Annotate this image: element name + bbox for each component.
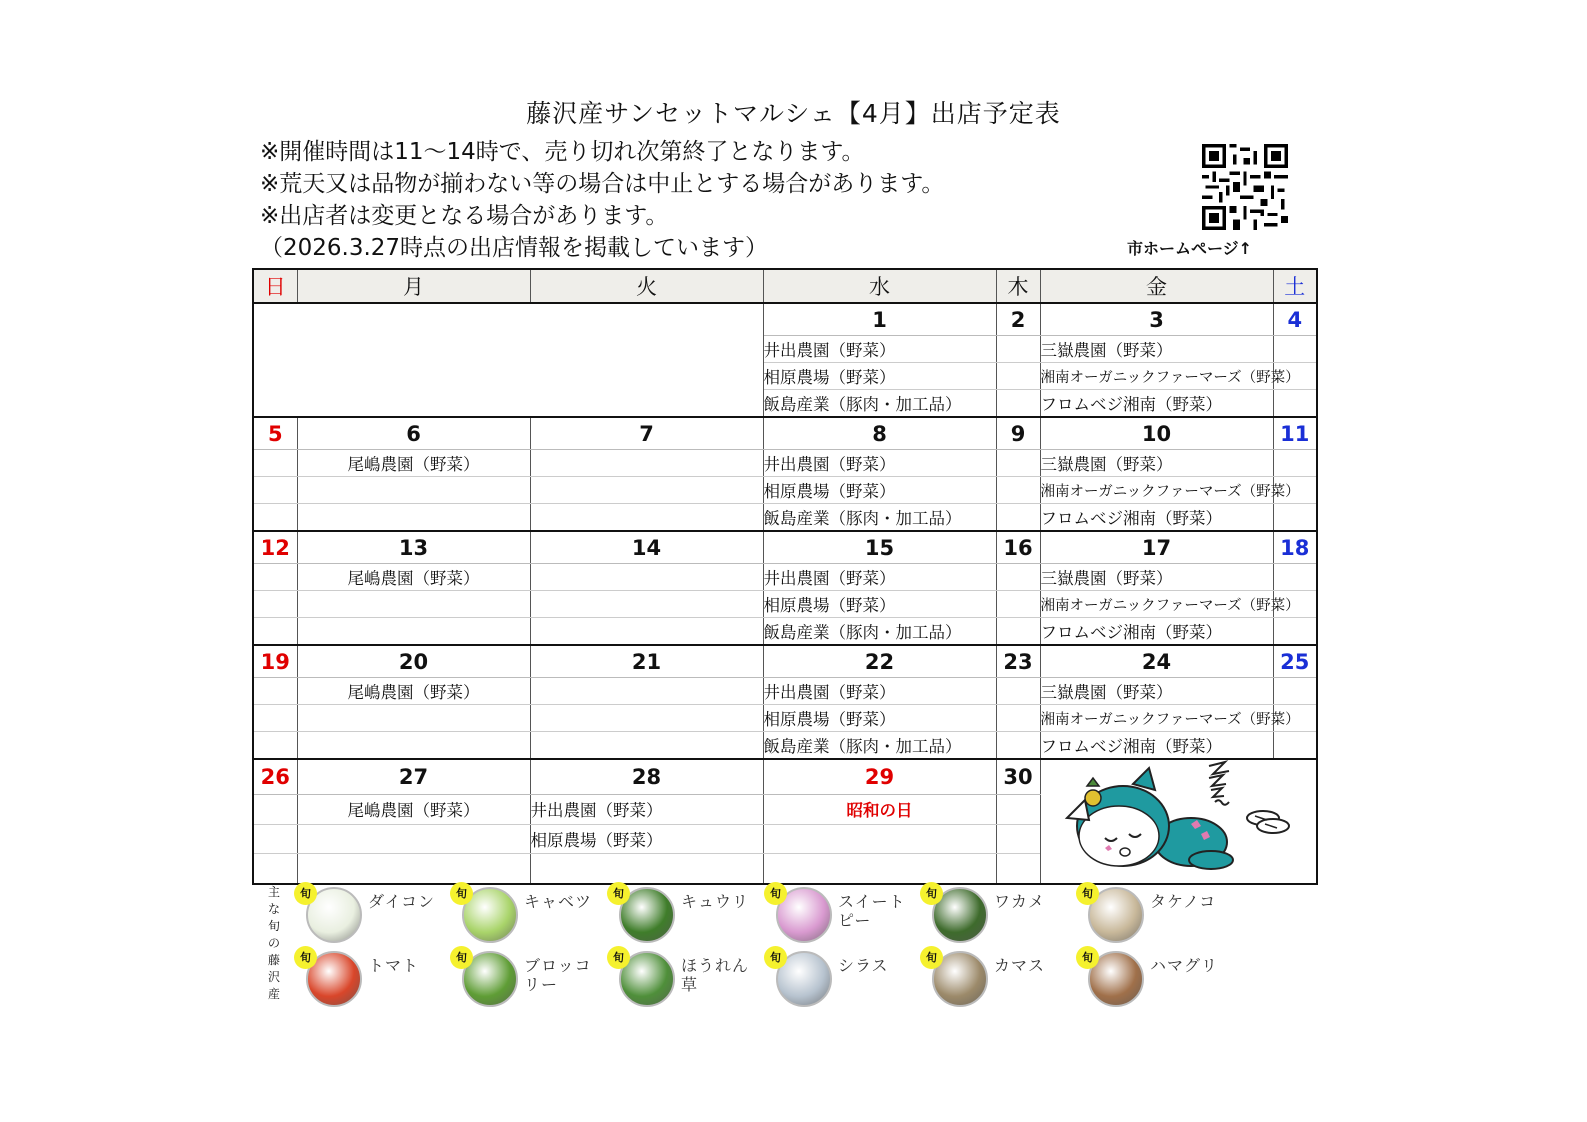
note-vendor-change: ※出店者は変更となる場合があります。 [260, 203, 669, 229]
vendor-cell [1273, 732, 1317, 760]
vendor-cell: 飯島産業（豚肉・加工品） [763, 504, 996, 532]
vendor-cell [1273, 336, 1317, 363]
produce-name: キャベツ [524, 892, 593, 911]
vendor-cell [996, 336, 1040, 363]
vendor-cell: 尾嶋農園（野菜） [297, 450, 530, 477]
date-cell: 8 [763, 417, 996, 450]
vendor-cell: 相原農場（野菜） [763, 591, 996, 618]
date-cell-sun: 26 [253, 759, 297, 795]
date-cell: 28 [530, 759, 763, 795]
date-cell-sun: 19 [253, 645, 297, 678]
date-cell: 3 [1040, 303, 1273, 336]
weekday-tue: 火 [530, 269, 763, 303]
date-cell: 15 [763, 531, 996, 564]
vendor-cell [996, 705, 1040, 732]
note-weather: ※荒天又は品物が揃わない等の場合は中止とする場合があります。 [260, 171, 945, 197]
empty-days [253, 303, 763, 417]
vendor-cell [996, 477, 1040, 504]
vendor-cell [530, 678, 763, 705]
week-5-dates [253, 759, 1317, 795]
date-cell: 9 [996, 417, 1040, 450]
vendor-cell: 尾嶋農園（野菜） [297, 795, 530, 825]
season-badge: 旬 [450, 946, 473, 969]
date-cell: 21 [530, 645, 763, 678]
vendor-cell [996, 450, 1040, 477]
vendor-cell [996, 363, 1040, 390]
vendor-cell: 湘南オーガニックファーマーズ（野菜） [1040, 591, 1273, 618]
vendor-cell: 三嶽農園（野菜） [1040, 450, 1273, 477]
date-cell-sat: 18 [1273, 531, 1317, 564]
date-cell: 22 [763, 645, 996, 678]
produce-item [294, 946, 450, 1008]
vendor-cell [253, 705, 297, 732]
vendor-cell [253, 618, 297, 646]
season-badge: 旬 [1076, 946, 1099, 969]
vendor-cell: 三嶽農園（野菜） [1040, 336, 1273, 363]
vendor-row [253, 477, 1317, 504]
produce-item [607, 946, 763, 1008]
vendor-cell [996, 795, 1040, 825]
week-2-dates [253, 417, 1317, 450]
vendor-cell [297, 705, 530, 732]
weekday-header-row [253, 269, 1317, 303]
holiday-label: 昭和の日 [763, 795, 996, 825]
date-cell: 20 [297, 645, 530, 678]
vendor-cell: フロムベジ湘南（野菜） [1040, 618, 1273, 646]
vendor-cell: 井出農園（野菜） [530, 795, 763, 825]
date-cell: 10 [1040, 417, 1273, 450]
vendor-cell [996, 564, 1040, 591]
vendor-cell [530, 504, 763, 532]
produce-name: ほうれん草 [681, 956, 750, 994]
weekday-mon: 月 [297, 269, 530, 303]
season-badge: 旬 [607, 946, 630, 969]
season-badge: 旬 [920, 946, 943, 969]
vendor-cell [253, 564, 297, 591]
note-hours: ※開催時間は11～14時で、売り切れ次第終了となります。 [260, 139, 865, 165]
date-cell-sat: 11 [1273, 417, 1317, 450]
date-cell: 2 [996, 303, 1040, 336]
vendor-cell: フロムベジ湘南（野菜） [1040, 504, 1273, 532]
vendor-cell [253, 795, 297, 825]
produce-item [764, 946, 920, 1008]
vendor-cell [530, 477, 763, 504]
vendor-cell [996, 591, 1040, 618]
weekday-sun: 日 [253, 269, 297, 303]
vendor-cell: 飯島産業（豚肉・加工品） [763, 390, 996, 418]
vendor-cell: フロムベジ湘南（野菜） [1040, 732, 1273, 760]
produce-name: キュウリ [681, 892, 750, 911]
vendor-cell [530, 450, 763, 477]
vendor-cell [530, 732, 763, 760]
vendor-row [253, 591, 1317, 618]
vendor-cell: 相原農場（野菜） [763, 363, 996, 390]
note-info-date: （2026.3.27時点の出店情報を掲載しています） [260, 235, 769, 261]
date-cell: 13 [297, 531, 530, 564]
date-cell-sun: 5 [253, 417, 297, 450]
produce-item [920, 882, 1076, 944]
vendor-cell [297, 732, 530, 760]
produce-item [294, 882, 450, 944]
date-cell: 14 [530, 531, 763, 564]
date-cell: 23 [996, 645, 1040, 678]
vendor-cell [996, 504, 1040, 532]
weekday-wed: 水 [763, 269, 996, 303]
vendor-row [253, 564, 1317, 591]
vendor-cell [1273, 618, 1317, 646]
weekday-fri: 金 [1040, 269, 1273, 303]
vendor-cell [530, 564, 763, 591]
vendor-row [253, 618, 1317, 646]
vendor-cell [1273, 678, 1317, 705]
vendor-cell [996, 678, 1040, 705]
vendor-cell [297, 504, 530, 532]
vendor-cell: 三嶽農園（野菜） [1040, 564, 1273, 591]
vendor-cell [996, 618, 1040, 646]
date-cell: 7 [530, 417, 763, 450]
vendor-row [253, 678, 1317, 705]
vendor-cell [297, 824, 530, 854]
season-badge: 旬 [764, 946, 787, 969]
vendor-cell: 井出農園（野菜） [763, 678, 996, 705]
vendor-cell [253, 504, 297, 532]
vendor-cell [1273, 504, 1317, 532]
date-cell: 16 [996, 531, 1040, 564]
date-cell: 1 [763, 303, 996, 336]
vendor-cell [1273, 450, 1317, 477]
vendor-cell: 井出農園（野菜） [763, 564, 996, 591]
produce-item [450, 882, 606, 944]
vendor-cell [1273, 390, 1317, 418]
season-badge: 旬 [607, 882, 630, 905]
produce-name: ブロッコリー [524, 956, 592, 994]
vendor-cell: 湘南オーガニックファーマーズ（野菜） [1040, 705, 1273, 732]
vendor-row [253, 450, 1317, 477]
produce-item [607, 882, 763, 944]
vendor-cell [297, 618, 530, 646]
produce-name: トマト [368, 956, 420, 975]
qr-caption: 市ホームページ↑ [1127, 239, 1253, 258]
vendor-cell: 井出農園（野菜） [763, 450, 996, 477]
date-cell: 24 [1040, 645, 1273, 678]
vendor-cell: 相原農場（野菜） [763, 477, 996, 504]
vendor-cell: 尾嶋農園（野菜） [297, 564, 530, 591]
vendor-cell: 飯島産業（豚肉・加工品） [763, 732, 996, 760]
produce-item [450, 946, 606, 1008]
date-cell-holiday: 29 [763, 759, 996, 795]
produce-name: ダイコン [368, 892, 436, 911]
vendor-cell [530, 591, 763, 618]
page-title: 藤沢産サンセットマルシェ【4月】出店予定表 [526, 99, 1061, 128]
week-3-dates [253, 531, 1317, 564]
season-badge: 旬 [764, 882, 787, 905]
produce-name: カマス [994, 956, 1046, 975]
vendor-cell [253, 450, 297, 477]
vendor-cell [763, 824, 996, 854]
produce-item [1076, 882, 1232, 944]
produce-name: ハマグリ [1150, 956, 1219, 975]
vendor-cell [996, 390, 1040, 418]
calendar-table [252, 268, 1318, 885]
season-badge: 旬 [450, 882, 473, 905]
week-4-dates [253, 645, 1317, 678]
vendor-cell [253, 824, 297, 854]
vendor-cell [253, 477, 297, 504]
weekday-thu: 木 [996, 269, 1040, 303]
season-badge: 旬 [920, 882, 943, 905]
vendor-cell: 湘南オーガニックファーマーズ（野菜） [1040, 477, 1273, 504]
produce-name: タケノコ [1150, 892, 1217, 911]
vendor-cell [996, 824, 1040, 854]
date-cell-sun: 12 [253, 531, 297, 564]
produce-item [920, 946, 1076, 1008]
produce-name: シラス [838, 956, 889, 975]
vendor-cell: 尾嶋農園（野菜） [297, 678, 530, 705]
vendor-cell [253, 732, 297, 760]
vendor-row [253, 504, 1317, 532]
vendor-cell: 湘南オーガニックファーマーズ（野菜） [1040, 363, 1273, 390]
produce-item [764, 882, 920, 944]
vendor-cell [253, 678, 297, 705]
produce-name: スイートピー [838, 892, 906, 930]
produce-name: ワカメ [994, 892, 1046, 911]
season-badge: 旬 [294, 946, 317, 969]
vendor-cell [996, 732, 1040, 760]
date-cell-sat: 25 [1273, 645, 1317, 678]
seasonal-produce-label: 主な旬の藤沢産 [267, 885, 280, 1001]
sleeping-mascot-icon [1041, 760, 1317, 878]
vendor-row [253, 705, 1317, 732]
season-badge: 旬 [1076, 882, 1099, 905]
vendor-cell: 相原農場（野菜） [763, 705, 996, 732]
vendor-cell: 三嶽農園（野菜） [1040, 678, 1273, 705]
mascot-cell [1040, 759, 1317, 884]
vendor-cell [297, 477, 530, 504]
seasonal-produce [252, 880, 1316, 1010]
qr-code-icon[interactable] [1200, 144, 1290, 230]
vendor-cell: フロムベジ湘南（野菜） [1040, 390, 1273, 418]
season-badge: 旬 [294, 882, 317, 905]
vendor-cell [253, 591, 297, 618]
vendor-cell [530, 705, 763, 732]
date-cell: 17 [1040, 531, 1273, 564]
vendor-cell [530, 618, 763, 646]
date-cell: 30 [996, 759, 1040, 795]
notes [260, 136, 944, 264]
produce-item [1076, 946, 1232, 1008]
date-cell-sat: 4 [1273, 303, 1317, 336]
vendor-cell [1273, 564, 1317, 591]
vendor-row [253, 732, 1317, 760]
date-cell: 27 [297, 759, 530, 795]
vendor-cell: 井出農園（野菜） [763, 336, 996, 363]
vendor-cell [297, 591, 530, 618]
weekday-sat: 土 [1273, 269, 1317, 303]
vendor-cell: 相原農場（野菜） [530, 824, 763, 854]
vendor-cell: 飯島産業（豚肉・加工品） [763, 618, 996, 646]
date-cell: 6 [297, 417, 530, 450]
week-1-dates [253, 303, 1317, 336]
